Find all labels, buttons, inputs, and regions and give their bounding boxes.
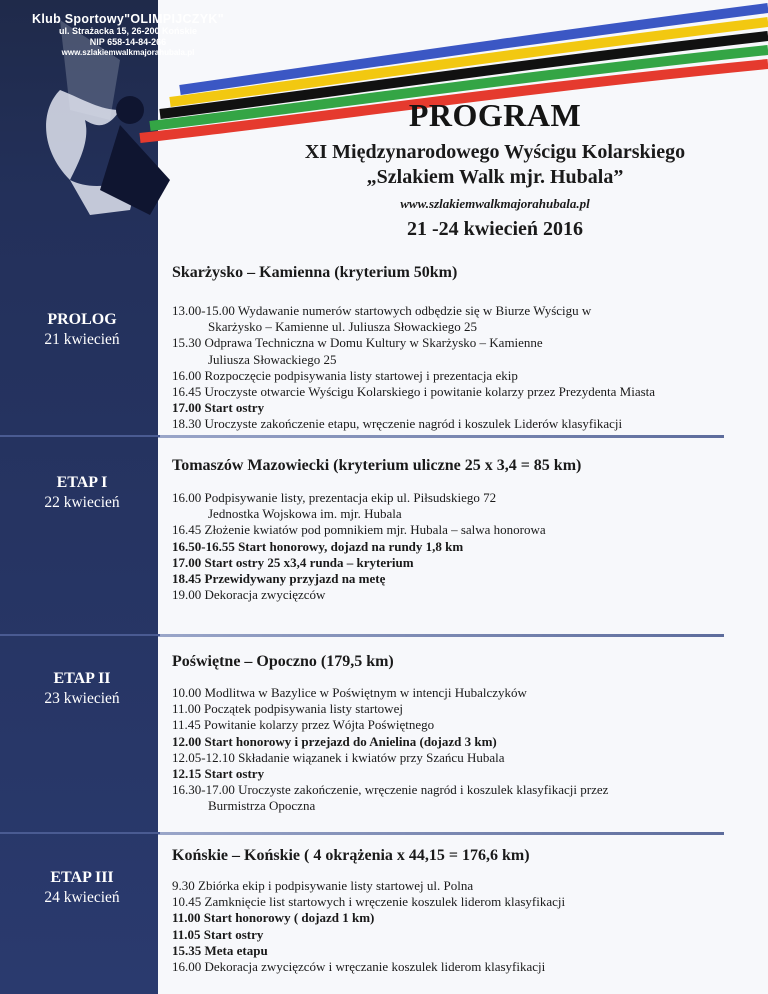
schedule-item: 16.45 Uroczyste otwarcie Wyścigu Kolarskiego i powitanie kolarzy przez Prezydenta Miasta [172,384,656,400]
program-header [230,96,760,241]
stage-name: PROLOG [47,311,117,328]
schedule-item: 18.30 Uroczyste zakończenie etapu, wręczenie nagród i koszulek Liderów klasyfikacji [172,416,623,432]
stage-route-etap3: Końskie – Końskie ( 4 okrążenia x 44,15 = 176,6 km) [172,847,530,864]
schedule-item: 9.30 Zbiórka ekip i podpisywanie listy startowej ul. Polna [172,878,474,893]
stage-schedule-etap3 [172,878,752,975]
schedule-item: 16.00 Rozpoczęcie podpisywania listy startowej i prezentacja ekip [172,367,518,383]
section-divider [158,832,724,835]
page-title: PROGRAM [408,97,582,133]
schedule-item: 11.45 Powitanie kolarzy przez Wójta Poświętnego [172,717,435,733]
stage-label-etap2 [12,669,152,709]
event-dates: 21 -24 kwiecień 2016 [406,218,584,240]
schedule-item: Skarżysko – Kamienne ul. Juliusza Słowackiego 25 [208,319,477,335]
section-divider [158,634,724,637]
schedule-item: 11.00 Start honorowy ( dojazd 1 km) [172,910,375,926]
stage-route-prolog: Skarżysko – Kamienna (kryterium 50km) [172,264,458,281]
club-info [8,12,248,57]
event-name-line2: „Szlakiem Walk mjr. Hubala” [366,166,624,188]
schedule-item: 13.00-15.00 Wydawanie numerów startowych odbędzie się w Biurze Wyścigu w [172,303,592,318]
club-nip: NIP 658-14-84-266 [89,37,167,47]
schedule-item: Juliusza Słowackiego 25 [208,351,337,367]
stage-route-etap1: Tomaszów Mazowiecki (kryterium uliczne 25 x 3,4 = 85 km) [172,457,582,474]
schedule-item: 12.15 Start ostry [172,766,265,782]
eagle-cyclist-logo [30,70,190,220]
schedule-item: 16.00 Podpisywanie listy, prezentacja ekip ul. Piłsudskiego 72 [172,490,497,505]
sidebar-divider [0,634,160,636]
schedule-item: 16.50-16.55 Start honorowy, dojazd na rundy 1,8 km [172,538,464,554]
schedule-item: 16.00 Dekoracja zwycięzców i wręczanie koszulek liderom klasyfikacji [172,959,546,975]
club-url: www.szlakiemwalkmajorahubala.pl [61,48,195,57]
stage-date: 23 kwiecień [44,690,120,707]
schedule-item: 10.00 Modlitwa w Bazylice w Poświętnym w intencji Hubalczyków [172,685,527,700]
schedule-item: 17.00 Start ostry 25 x3,4 runda – kryterium [172,554,414,570]
event-name-line1: XI Międzynarodowego Wyścigu Kolarskiego [304,141,686,163]
stage-schedule-etap2 [172,685,752,815]
stage-date: 24 kwiecień [44,889,120,906]
schedule-item: 19.00 Dekoracja zwycięzców [172,587,326,603]
schedule-item: 12.05-12.10 Składanie wiązanek i kwiatów przy Szańcu Hubala [172,749,505,765]
sidebar-divider [0,832,160,834]
club-address: ul. Strażacka 15, 26-200 Końskie [58,26,198,36]
schedule-item: 15.30 Odprawa Techniczna w Domu Kultury w Skarżysko – Kamienne [172,335,543,351]
schedule-item: 16.45 Złożenie kwiatów pod pomnikiem mjr. Hubala – salwa honorowa [172,522,546,538]
stage-date: 22 kwiecień [44,494,120,511]
schedule-item: 12.00 Start honorowy i przejazd do Anielina (dojazd 3 km) [172,733,497,749]
event-website: www.szlakiemwalkmajorahubala.pl [400,196,590,211]
schedule-item: 10.45 Zamknięcie list startowych i wręczenie koszulek liderom klasyfikacji [172,894,566,910]
stage-label-prolog [12,310,152,350]
schedule-item: Burmistrza Opoczna [208,798,316,814]
schedule-item: 16.30-17.00 Uroczyste zakończenie, wręczenie nagród i koszulek klasyfikacji przez [172,782,609,798]
section-divider [158,435,724,438]
stage-route-etap2: Poświętne – Opoczno (179,5 km) [172,653,394,670]
stage-label-etap1 [12,473,152,513]
stage-date: 21 kwiecień [44,331,120,348]
schedule-item: Jednostka Wojskowa im. mjr. Hubala [208,506,402,522]
stage-name: ETAP I [56,474,108,491]
schedule-item: 11.00 Początek podpisywania listy startowej [172,701,403,717]
stage-label-etap3 [12,868,152,908]
schedule-item: 18.45 Przewidywany przyjazd na metę [172,571,386,587]
stage-name: ETAP II [53,670,111,687]
stage-schedule-etap1 [172,490,752,603]
sidebar-divider [0,435,160,437]
club-name: Klub Sportowy"OLIMPIJCZYK" [32,12,224,26]
schedule-item: 11.05 Start ostry [172,926,264,942]
schedule-item: 15.35 Meta etapu [172,942,268,958]
schedule-item: 17.00 Start ostry [172,400,265,416]
stage-name: ETAP III [50,869,114,886]
stage-schedule-prolog [172,303,752,433]
